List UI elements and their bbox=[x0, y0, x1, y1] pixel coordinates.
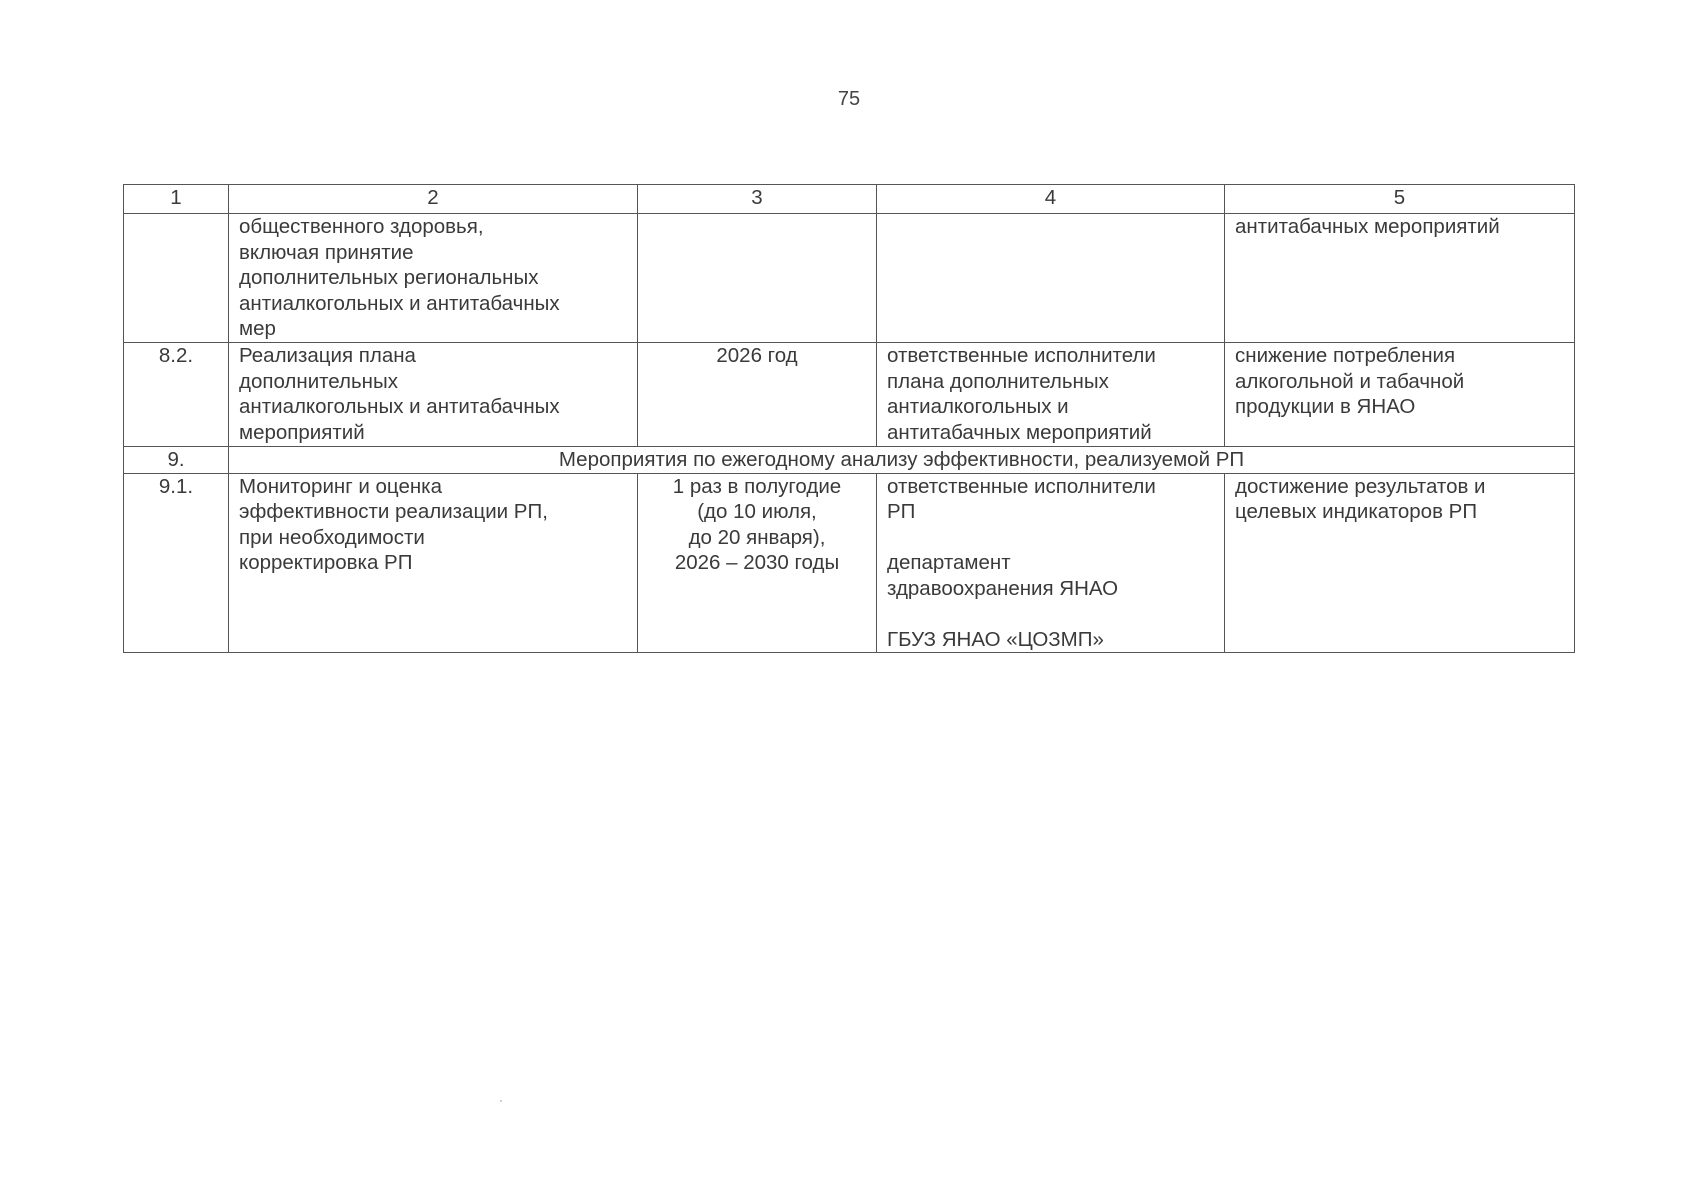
column-header-4: 4 bbox=[877, 185, 1225, 214]
term-cell bbox=[638, 214, 877, 343]
result-cell: антитабачных мероприятий bbox=[1225, 214, 1575, 343]
result-cell: снижение потребления алкогольной и табачной продукции в ЯНАО bbox=[1225, 343, 1575, 447]
executors-cell bbox=[877, 214, 1225, 343]
row-number: 9. bbox=[124, 447, 229, 474]
row-number: 8.2. bbox=[124, 343, 229, 447]
activities-table bbox=[123, 184, 1575, 653]
row-number: 9.1. bbox=[124, 473, 229, 653]
table-row bbox=[124, 343, 1575, 447]
table-row bbox=[124, 473, 1575, 653]
column-header-5: 5 bbox=[1225, 185, 1575, 214]
executors-cell: ответственные исполнители плана дополнительных антиалкогольных и антитабачных мероприятий bbox=[877, 343, 1225, 447]
event-cell: Реализация плана дополнительных антиалкогольных и антитабачных мероприятий bbox=[229, 343, 638, 447]
column-header-1: 1 bbox=[124, 185, 229, 214]
table-row bbox=[124, 214, 1575, 343]
result-cell: достижение результатов и целевых индикаторов РП bbox=[1225, 473, 1575, 653]
table-header-row bbox=[124, 185, 1575, 214]
executors-cell: ответственные исполнители РП департамент здравоохранения ЯНАО ГБУЗ ЯНАО «ЦОЗМП» bbox=[877, 473, 1225, 653]
scan-artifact bbox=[500, 1100, 502, 1102]
column-header-2: 2 bbox=[229, 185, 638, 214]
column-header-3: 3 bbox=[638, 185, 877, 214]
event-cell: общественного здоровья, включая принятие дополнительных региональных антиалкогольных и антитабачных мер bbox=[229, 214, 638, 343]
section-row bbox=[124, 447, 1575, 474]
term-cell: 2026 год bbox=[638, 343, 877, 447]
section-title-cell: Мероприятия по ежегодному анализу эффективности, реализуемой РП bbox=[229, 447, 1575, 474]
page-number: 75 bbox=[837, 88, 861, 110]
row-number bbox=[124, 214, 229, 343]
term-cell: 1 раз в полугодие (до 10 июля, до 20 января), 2026 – 2030 годы bbox=[638, 473, 877, 653]
event-cell: Мониторинг и оценка эффективности реализации РП, при необходимости корректировка РП bbox=[229, 473, 638, 653]
